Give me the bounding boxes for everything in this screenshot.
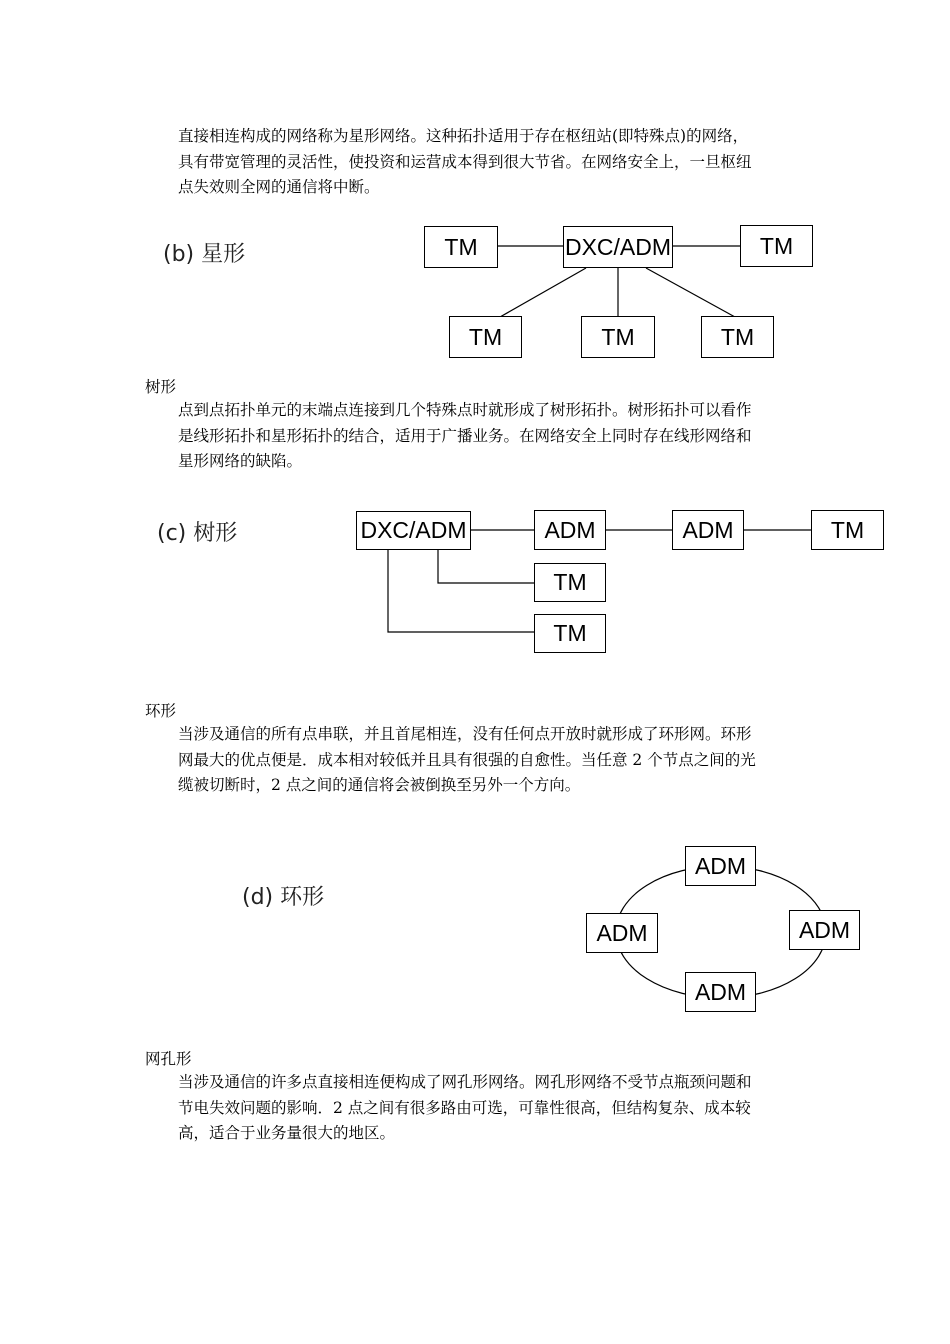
ring-line: 网最大的优点便是．成本相对较低并且具有很强的自愈性。当任意 2 个节点之间的光 bbox=[178, 750, 756, 769]
node-tm: TM bbox=[534, 614, 606, 653]
mesh-line: 节电失效问题的影响．2 点之间有很多路由可选，可靠性很高，但结构复杂、成本较 bbox=[178, 1098, 751, 1117]
figure-label-star: (b) 星形 bbox=[163, 242, 246, 267]
figure-label-ring: (d) 环形 bbox=[242, 885, 325, 910]
node-adm: ADM bbox=[586, 913, 658, 953]
section-heading-mesh: 网孔形 bbox=[145, 1050, 192, 1068]
tree-line: 是线形拓扑和星形拓扑的结合，适用于广播业务。在网络安全上同时存在线形网络和 bbox=[178, 426, 752, 445]
intro-line: 点失效则全网的通信将中断。 bbox=[178, 178, 380, 196]
node-tm: TM bbox=[424, 226, 498, 268]
node-adm: ADM bbox=[534, 510, 606, 550]
ring-line: 当涉及通信的所有点串联，并且首尾相连，没有任何点开放时就形成了环形网。环形 bbox=[178, 725, 752, 743]
tree-line: 点到点拓扑单元的末端点连接到几个特殊点时就形成了树形拓扑。树形拓扑可以看作 bbox=[178, 401, 752, 419]
ring-line: 缆被切断时，2 点之间的通信将会被倒换至另外一个方向。 bbox=[178, 776, 581, 794]
tree-line: 星形网络的缺陷。 bbox=[178, 452, 303, 470]
node-tm: TM bbox=[449, 316, 522, 358]
intro-line: 直接相连构成的网络称为星形网络。这种拓扑适用于存在枢纽站(即特殊点)的网络， bbox=[178, 127, 749, 145]
section-heading-ring: 环形 bbox=[145, 702, 177, 720]
section-heading-tree: 树形 bbox=[145, 378, 177, 396]
node-tm: TM bbox=[701, 316, 774, 358]
intro-line: 具有带宽管理的灵活性，使投资和运营成本得到很大节省。在网络安全上，一旦枢纽 bbox=[178, 152, 752, 171]
figure-label-tree: (c) 树形 bbox=[157, 521, 238, 546]
mesh-line: 当涉及通信的许多点直接相连便构成了网孔形网络。网孔形网络不受节点瓶颈问题和 bbox=[178, 1073, 752, 1091]
node-dxc-adm: DXC/ADM bbox=[356, 511, 471, 550]
node-adm: ADM bbox=[789, 910, 860, 950]
node-dxc-adm: DXC/ADM bbox=[563, 226, 673, 268]
mesh-paragraph bbox=[178, 1070, 818, 1147]
node-tm: TM bbox=[581, 316, 655, 358]
node-adm: ADM bbox=[672, 510, 744, 550]
node-adm: ADM bbox=[685, 972, 756, 1012]
node-tm: TM bbox=[740, 225, 813, 267]
node-adm: ADM bbox=[685, 846, 756, 886]
mesh-line: 高，适合于业务量很大的地区。 bbox=[178, 1124, 396, 1142]
node-tm: TM bbox=[811, 510, 884, 550]
node-tm: TM bbox=[534, 563, 606, 602]
